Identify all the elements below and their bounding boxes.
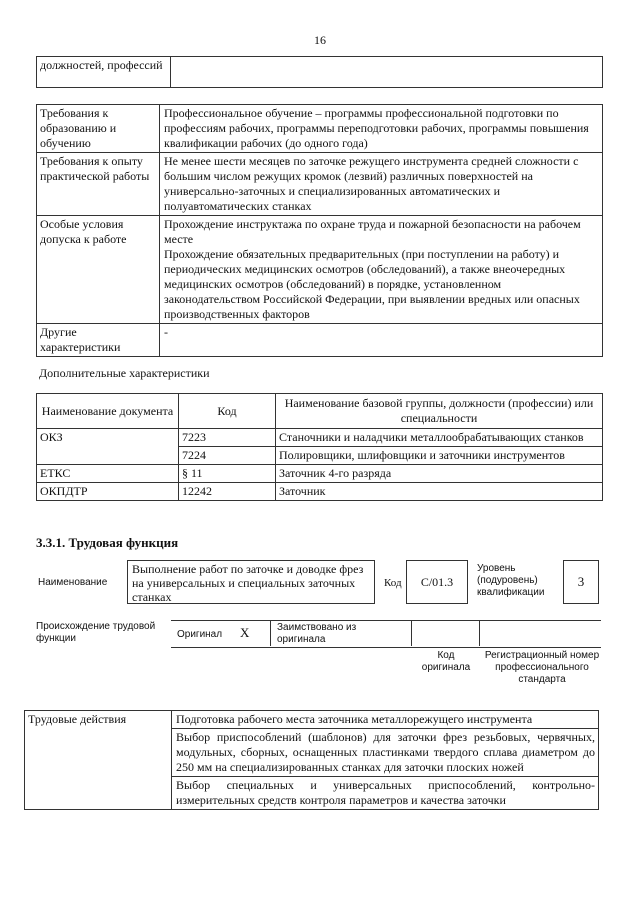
table-header-row (37, 394, 603, 429)
function-title: 3.3.1. Трудовая функция (36, 535, 179, 550)
actions-label: Трудовые действия (25, 711, 172, 810)
previous-table-fragment (36, 56, 603, 88)
requirement-label: Требования к образованию и обучению (37, 105, 160, 153)
name-label: Наименование (38, 577, 108, 588)
divider (479, 620, 480, 646)
column-header: Наименование документа (37, 394, 179, 429)
requirement-label: Особые условия допуска к работе (37, 216, 160, 324)
table-row (25, 711, 599, 729)
fragment-value (171, 57, 603, 88)
page-number: 16 (314, 33, 326, 47)
code-original-label: Код оригинала (421, 650, 471, 673)
name-cell: Заточник (276, 483, 603, 501)
divider (411, 620, 412, 646)
reg-number-label: Регистрационный номер профессионального стандарта (484, 650, 600, 685)
additional-table (36, 393, 603, 501)
requirement-text: Не менее шести месяцев по заточке режущего инструмента средней сложности с большим числом режущих кромок (лезвий) различных поверхностей на универсально-заточных и специализированных автоматических и полуавтоматических станках (160, 153, 603, 216)
action-item: Выбор специальных и универсальных приспособлений, контрольно-измерительных средств контроля параметров и качества заточки (172, 777, 599, 810)
name-cell: Полировщики, шлифовщики и заточники инструментов (276, 447, 603, 465)
table-row (37, 483, 603, 501)
original-label: Оригинал (177, 629, 223, 640)
level-box: 3 (563, 560, 599, 604)
table-row (37, 324, 603, 357)
action-item: Выбор приспособлений (шаблонов) для заточки фрез резьбовых, червячных, модульных, сборных, оснащенных пластинками твердого сплава диаметром до 250 мм на специализированных станках для заточки плоских ножей (172, 729, 599, 777)
doc-cell: ОКПДТР (37, 483, 179, 501)
column-header: Код (179, 394, 276, 429)
doc-cell: ОКЗ (37, 429, 179, 465)
requirements-table (36, 104, 603, 357)
original-mark: X (240, 625, 250, 640)
code-cell: § 11 (179, 465, 276, 483)
code-label: Код (384, 577, 402, 589)
requirement-text: Профессиональное обучение – программы профессиональной подготовки по профессиям рабочих, программы переподготовки рабочих, программы повышения квалификации рабочих (до одного года) (160, 105, 603, 153)
doc-cell: ЕТКС (37, 465, 179, 483)
code-cell: 7223 (179, 429, 276, 447)
additional-title: Дополнительные характеристики (39, 366, 210, 380)
labor-actions-table (24, 710, 599, 810)
code-cell: 12242 (179, 483, 276, 501)
level-label: Уровень (подуровень) квалификации (477, 563, 545, 598)
table-row (37, 105, 603, 153)
name-cell: Станочники и наладчики металлообрабатывающих станков (276, 429, 603, 447)
requirement-text-2: Прохождение обязательных предварительных (при поступлении на работу) и периодических медицинских осмотров (обследований), а также внеочередных медицинских осмотров (обследований) в порядке, установленном законодательством Российской Федерации, при выявлении вредных или опасных производственных факторов (164, 247, 580, 321)
table-row (37, 465, 603, 483)
name-cell: Заточник 4-го разряда (276, 465, 603, 483)
requirement-label: Требования к опыту практической работы (37, 153, 160, 216)
table-row (37, 429, 603, 447)
table-row (37, 153, 603, 216)
borrowed-label: Заимствовано из оригинала (277, 622, 357, 645)
code-cell: 7224 (179, 447, 276, 465)
function-name-box: Выполнение работ по заточке и доводке фрез на универсальных и специальных заточных станках (127, 560, 375, 604)
action-item: Подготовка рабочего места заточника металлорежущего инструмента (172, 711, 599, 729)
requirement-text: Прохождение инструктажа по охране труда и пожарной безопасности на рабочем месте (164, 217, 581, 246)
fragment-label: должностей, профессий (37, 57, 171, 88)
origin-label: Происхождение трудовой функции (36, 621, 156, 644)
requirement-text: - (160, 324, 603, 357)
function-code-box: C/01.3 (406, 560, 468, 604)
requirement-label: Другие характеристики (37, 324, 160, 357)
table-row (37, 216, 603, 324)
column-header: Наименование базовой группы, должности (профессии) или специальности (276, 394, 603, 429)
